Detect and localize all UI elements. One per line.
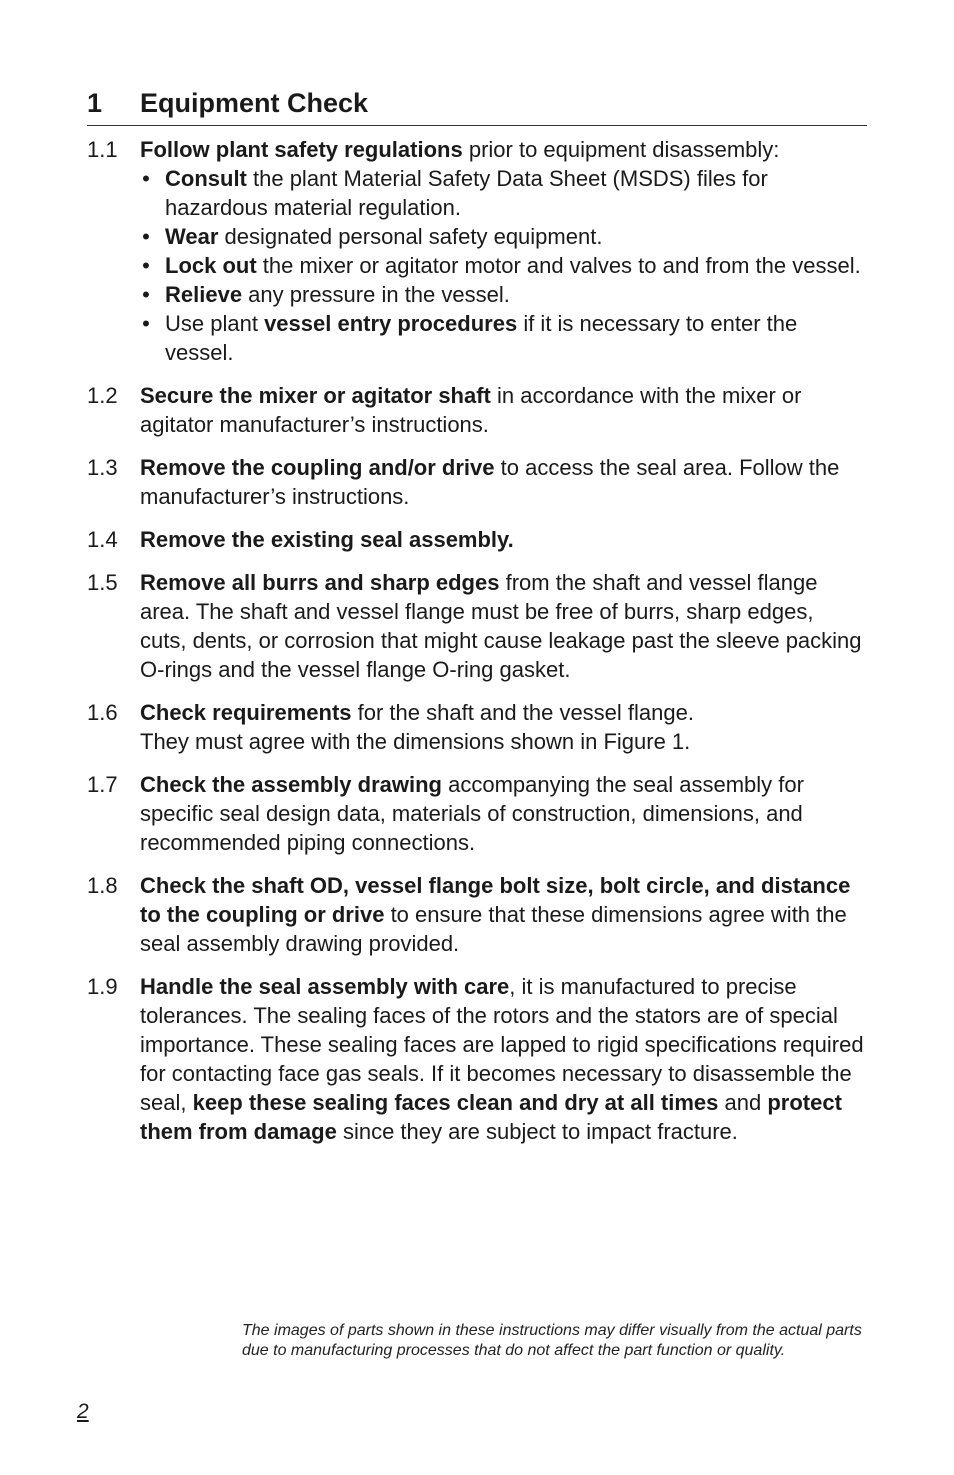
instruction-list (87, 135, 877, 1160)
instruction-item (87, 135, 877, 367)
bullet-dot-icon: • (142, 224, 150, 249)
instruction-item (87, 381, 877, 439)
bullet-item: • Consult the plant Material Safety Data Sheet (MSDS) files for hazardous material regulation. (140, 164, 865, 222)
instruction-item (87, 453, 877, 511)
instruction-item (87, 525, 877, 554)
emphasis-text: protect them from damage (140, 1090, 842, 1144)
emphasis-text: Check requirements (140, 700, 352, 725)
item-text: Check the assembly drawing accompanying the seal assembly for specific seal design data, materials of construction, dimensions, and recommended piping connections. (140, 772, 804, 855)
bullet-item: • Lock out the mixer or agitator motor and valves to and from the vessel. (140, 251, 865, 280)
bullet-item: • Use plant vessel entry procedures if it is necessary to enter the vessel. (140, 309, 865, 367)
emphasis-text: Wear (165, 224, 219, 249)
item-text: Handle the seal assembly with care, it is manufactured to precise tolerances. The sealing faces of the rotors and the stators are of special importance. These sealing faces are lapped to rigid specifications required for contacting face gas seals. If it becomes necessary to disassemble the seal, keep these sealing faces clean and dry at all times and protect them from damage since they are subject to impact fracture. (140, 974, 864, 1144)
emphasis-text: Secure the mixer or agitator shaft (140, 383, 491, 408)
emphasis-text: Lock out (165, 253, 257, 278)
item-number: 1.3 (87, 455, 118, 480)
emphasis-text: Remove all burrs and sharp edges (140, 570, 500, 595)
item-text: Check requirements for the shaft and the vessel flange. They must agree with the dimensions shown in Figure 1. (140, 700, 694, 754)
emphasis-text: Relieve (165, 282, 243, 307)
bullet-dot-icon: • (142, 282, 150, 307)
bullet-dot-icon: • (142, 311, 150, 336)
item-text: Remove all burrs and sharp edges from the shaft and vessel flange area. The shaft and vessel flange must be free of burrs, sharp edges, cuts, dents, or corrosion that might cause leakage past the sleeve packing O-rings and the vessel flange O-ring gasket. (140, 570, 862, 682)
bullet-item: • Relieve any pressure in the vessel. (140, 280, 865, 309)
instruction-item (87, 972, 877, 1146)
bullet-dot-icon: • (142, 166, 150, 191)
emphasis-text: Follow plant safety regulations (140, 137, 463, 162)
item-number: 1.8 (87, 873, 118, 898)
emphasis-text: Remove the existing seal assembly. (140, 527, 514, 552)
emphasis-text: Remove the coupling and/or drive (140, 455, 495, 480)
item-number: 1.9 (87, 974, 118, 999)
instruction-item (87, 568, 877, 684)
item-text: Remove the coupling and/or drive to access the seal area. Follow the manufacturer’s instructions. (140, 455, 840, 509)
bullet-dot-icon: • (142, 253, 150, 278)
disclaimer-note: The images of parts shown in these instructions may differ visually from the actual parts due to manufacturing processes that do not affect the part function or quality. (242, 1322, 862, 1359)
item-number: 1.5 (87, 570, 118, 595)
item-text: Follow plant safety regulations prior to equipment disassembly: • Consult the plant Material Safety Data Sheet (MSDS) files for hazardous material regulation. • Wear designated personal safety equipment. • Lock out the mixer or agitator motor and valves to and from the vessel. • Relieve any pressure in the vessel. • Use plant vessel entry procedures if it is necessary to enter the vessel. (140, 135, 865, 367)
item-text (140, 525, 865, 554)
item-number: 1.1 (87, 137, 118, 162)
emphasis-text: keep these sealing faces clean and dry at all times (192, 1090, 719, 1115)
bullet-item: • Wear designated personal safety equipment. (140, 222, 865, 251)
item-text: Check the shaft OD, vessel flange bolt size, bolt circle, and distance to the coupling or drive to ensure that these dimensions agree with the seal assembly drawing provided. (140, 873, 851, 956)
item-number: 1.6 (87, 700, 118, 725)
item-number: 1.4 (87, 527, 118, 552)
item-number: 1.2 (87, 383, 118, 408)
emphasis-text: Check the shaft OD, vessel flange bolt size, bolt circle, and distance to the coupling or drive (140, 873, 851, 927)
section-title: Equipment Check (140, 88, 369, 118)
instruction-item (87, 770, 877, 857)
bullet-list (140, 164, 865, 367)
emphasis-text: Check the assembly drawing (140, 772, 442, 797)
instruction-item (87, 698, 877, 756)
section-heading (87, 86, 867, 126)
item-number: 1.7 (87, 772, 118, 797)
page-number: 2 (77, 1400, 89, 1423)
emphasis-text: Consult (165, 166, 247, 191)
item-text: Secure the mixer or agitator shaft in accordance with the mixer or agitator manufacturer’s instructions. (140, 383, 802, 437)
emphasis-text: Handle the seal assembly with care (140, 974, 510, 999)
section-number: 1 (87, 88, 103, 118)
emphasis-text: vessel entry procedures (264, 311, 518, 336)
instruction-item (87, 871, 877, 958)
